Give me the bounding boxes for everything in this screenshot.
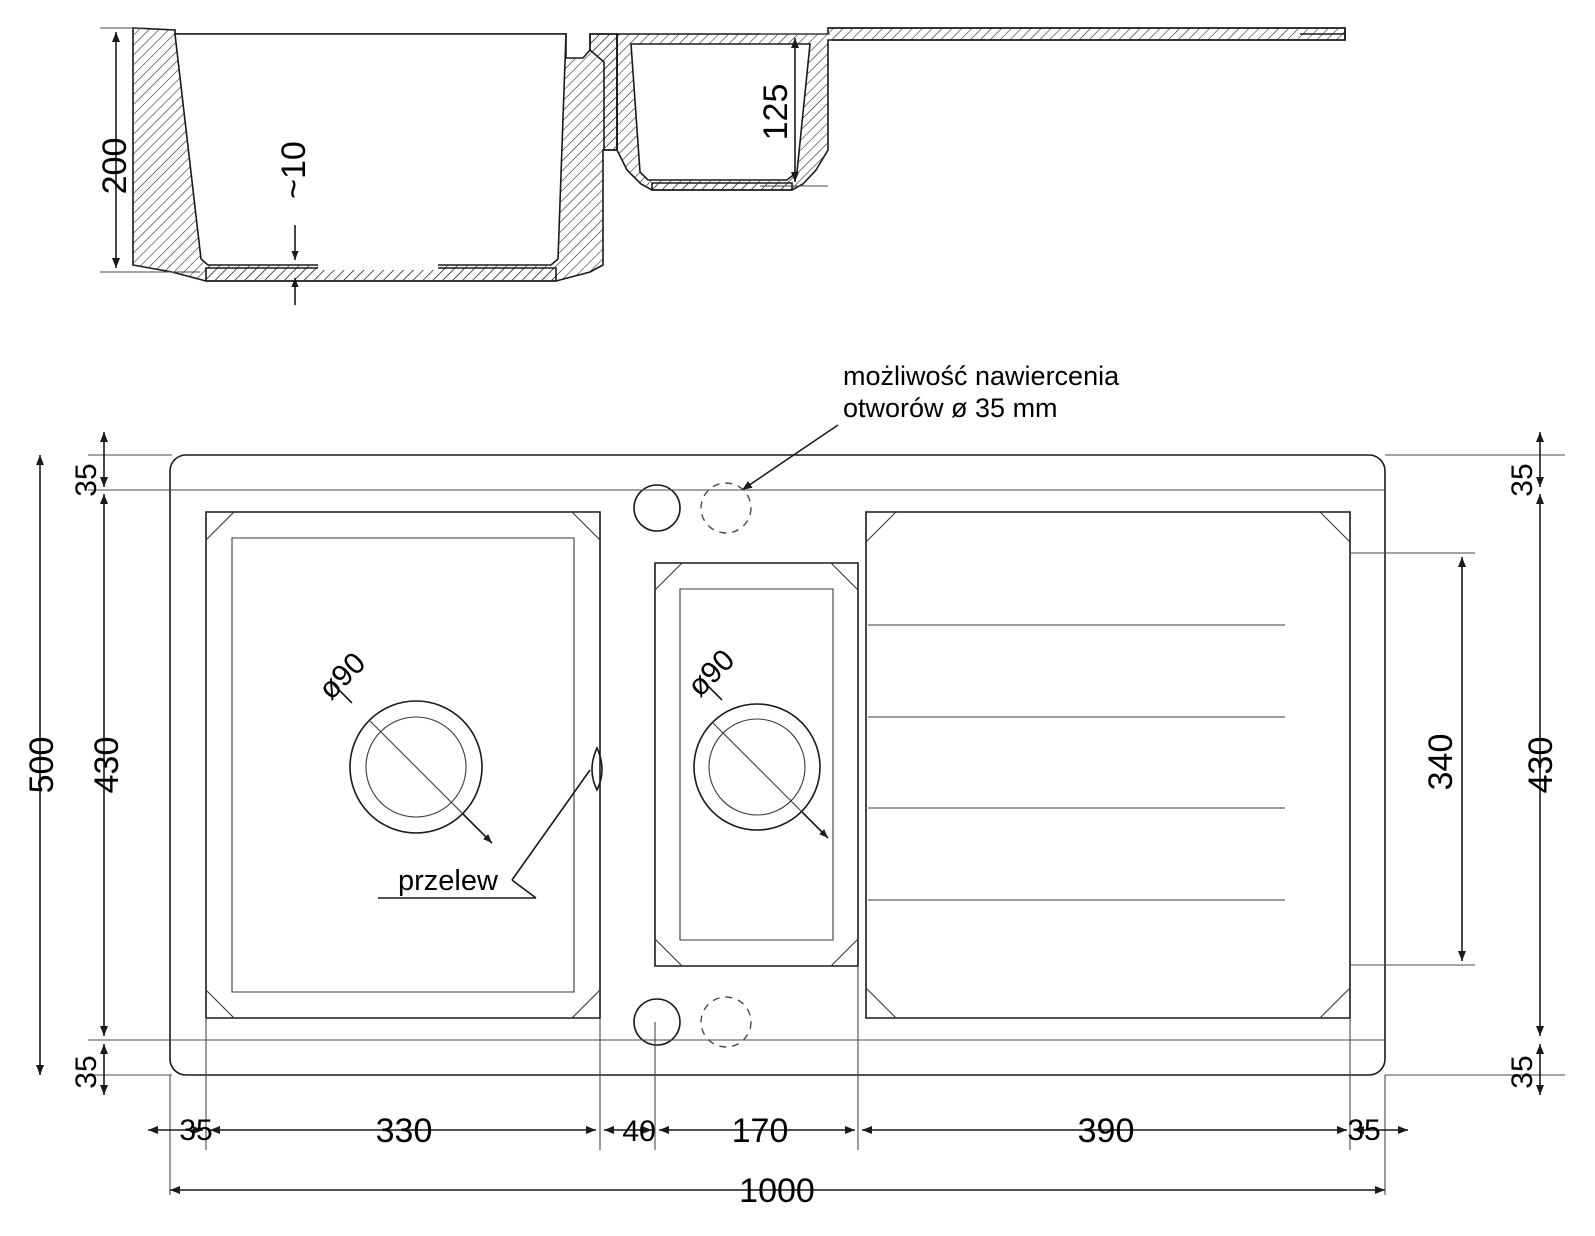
main-drain-diameter-line — [369, 720, 463, 814]
small-drain-diameter-line — [712, 722, 802, 812]
dim-label-total-width: 1000 — [739, 1172, 815, 1210]
small-bowl-outline — [655, 563, 858, 966]
tap-hole-note-leader — [742, 425, 838, 490]
main-drain-label: ø90 — [312, 646, 373, 707]
dim-label-inner-height-right: 430 — [1522, 736, 1560, 794]
section-view-group — [96, 28, 1345, 305]
dim-label-bowl-gap: 40 — [622, 1115, 656, 1148]
overflow-leader-line — [512, 770, 590, 880]
main-bowl-outline — [206, 512, 600, 1018]
tap-hole-existing-top — [634, 485, 680, 531]
overflow-leader-elbow — [512, 880, 536, 898]
overflow-label: przelew — [398, 865, 498, 897]
dim-label-top-margin-left: 35 — [70, 463, 103, 497]
dim-label-small-bowl-width: 170 — [731, 1112, 789, 1150]
tap-hole-note-line1: możliwość nawiercenia — [843, 361, 1120, 391]
main-bowl-inner-outline — [232, 538, 574, 992]
dim-label-depth-small-bowl: 125 — [757, 83, 795, 141]
dim-label-bowl-wall-thickness: ~10 — [275, 141, 313, 199]
dim-label-left-margin: 35 — [179, 1114, 213, 1147]
sink-outer-rim — [170, 455, 1385, 1075]
small-drain-label: ø90 — [681, 643, 742, 704]
dim-label-bottom-margin-left: 35 — [70, 1055, 103, 1089]
drainer-corner-chamfers — [866, 512, 1350, 1018]
small-bowl-corner-chamfers — [655, 563, 858, 966]
dim-label-bottom-margin-right: 35 — [1506, 1055, 1539, 1089]
dim-label-drainer-width: 390 — [1077, 1112, 1135, 1150]
dim-label-depth-main-bowl: 200 — [96, 137, 134, 195]
small-drain-leader-lower — [802, 812, 828, 838]
dim-label-drainer-height: 340 — [1422, 733, 1460, 791]
dim-label-total-height: 500 — [23, 736, 61, 794]
plan-view-group — [23, 361, 1565, 1210]
tap-hole-note-line2: otworów ø 35 mm — [843, 393, 1058, 423]
small-bowl-inner-outline — [680, 589, 833, 940]
main-drain-leader-lower — [463, 814, 492, 843]
drainer-outline — [866, 512, 1350, 1018]
section-main-bowl-cavity — [175, 34, 566, 265]
main-bowl-corner-chamfers — [206, 512, 600, 1018]
dim-label-right-margin: 35 — [1347, 1114, 1381, 1147]
dim-label-main-bowl-width: 330 — [375, 1112, 433, 1150]
dim-label-top-margin-right: 35 — [1506, 463, 1539, 497]
tap-hole-existing-bottom — [634, 999, 680, 1045]
section-main-drain-gap — [318, 264, 438, 270]
dim-label-inner-height-left: 430 — [88, 736, 126, 794]
